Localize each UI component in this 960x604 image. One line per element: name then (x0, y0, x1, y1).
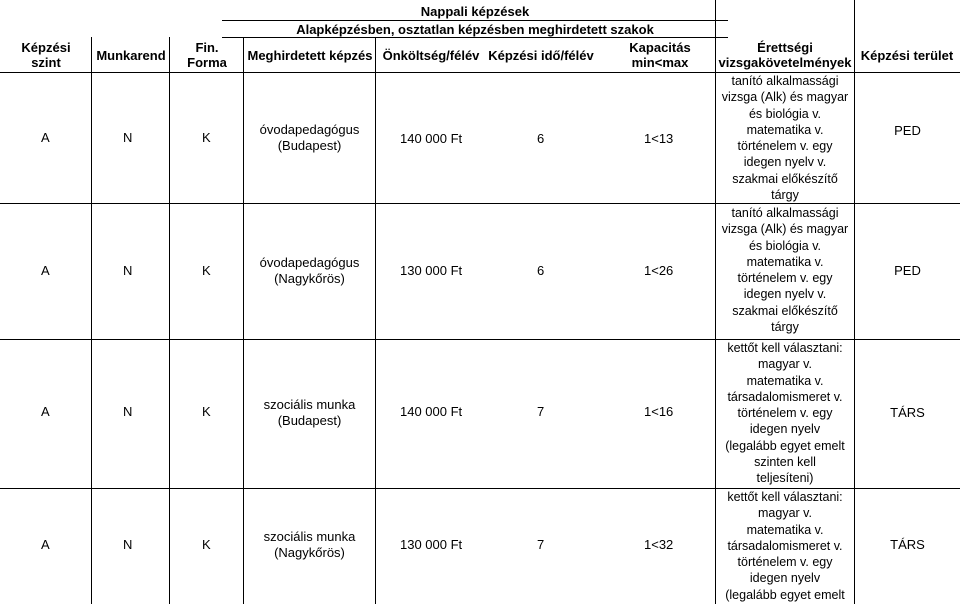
terulet-value: TÁRS (890, 405, 925, 420)
cell-terulet (855, 404, 960, 422)
req-line: matematika v. (746, 254, 824, 269)
req-line: társadalomismeret v. (727, 389, 843, 404)
cell-erettsegi (716, 340, 854, 488)
cell-kapacitas: 1<32 (644, 537, 674, 552)
req-line: matematika v. (746, 522, 824, 537)
req-line: tárgy (771, 188, 799, 203)
header-szint-line1: Képzési (21, 40, 71, 55)
cell-kapacitas: 1<13 (644, 131, 674, 146)
cell-forma: K (202, 263, 211, 278)
cell-onkoltseg: 140 000 Ft (400, 131, 463, 146)
cell-onkoltseg: 130 000 Ft (400, 537, 463, 552)
cell-forma: K (202, 404, 211, 419)
divider-col-terulet (854, 0, 855, 604)
cell-kapacitas: 1<26 (644, 263, 674, 278)
header-szint-line2: szint (31, 55, 61, 70)
kepzes-name: óvodapedagógus (259, 255, 360, 270)
req-line: matematika v. (746, 373, 824, 388)
divider-row1 (0, 203, 960, 204)
cell-terulet (855, 122, 960, 140)
req-line: idegen nyelv (749, 571, 821, 586)
header-erettsegi-line2: vizsgakövetelmények (718, 55, 852, 70)
table-title (222, 3, 728, 20)
req-line: idegen nyelv v. (743, 287, 827, 302)
terulet-value: PED (894, 123, 921, 138)
cell-forma: K (202, 130, 211, 145)
req-line: és biológia v. (748, 106, 822, 121)
header-kepzesi-terulet (854, 38, 960, 72)
req-line: kettőt kell választani: (727, 490, 843, 504)
header-kapacitas-line1: Kapacitás (629, 40, 691, 55)
terulet-value: PED (894, 263, 921, 278)
cell-terulet (855, 262, 960, 280)
title-nappali: Nappali képzések (420, 4, 530, 19)
cell-szint: A (41, 130, 50, 145)
kepzes-location: (Nagykőrös) (274, 271, 345, 286)
req-line: és biológia v. (748, 238, 822, 253)
req-line: történelem v. egy (737, 139, 833, 154)
cell-kapacitas: 1<16 (644, 404, 674, 419)
cell-onkoltseg: 130 000 Ft (400, 263, 463, 278)
req-line: tárgy (771, 320, 799, 335)
cell-munkarend: N (123, 263, 133, 278)
cell-terulet (855, 536, 960, 554)
req-line: magyar v. (758, 357, 812, 372)
divider-col-munkarend (169, 37, 170, 604)
req-line: szakmai előkészítő (732, 303, 838, 318)
kepzes-location: (Nagykőrös) (274, 545, 345, 560)
req-line: (legalább egyet emelt (725, 438, 845, 453)
req-line: magyar v. (758, 506, 812, 521)
req-line: idegen nyelv (749, 422, 821, 437)
cell-erettsegi (716, 73, 854, 203)
cell-szint: A (41, 263, 50, 278)
terulet-value: TÁRS (890, 537, 925, 552)
cell-munkarend: N (123, 404, 133, 419)
req-line: szakmai előkészítő (732, 171, 838, 186)
divider-col-kepzes (375, 37, 376, 604)
kepzes-name: szociális munka (263, 529, 356, 544)
cell-kepzes (244, 120, 375, 156)
kepzes-location: (Budapest) (277, 413, 342, 428)
req-line: vizsga (Alk) és magyar (721, 222, 849, 237)
table-subtitle (222, 21, 728, 38)
req-line: történelem v. egy (737, 406, 833, 421)
cell-munkarend: N (123, 130, 133, 145)
header-forma-line2: Forma (187, 55, 227, 70)
header-ido-label: Képzési idő/félév (488, 47, 594, 63)
header-munkarend (92, 38, 170, 72)
cell-ido: 7 (537, 537, 545, 552)
cell-onkoltseg: 140 000 Ft (400, 404, 463, 419)
header-kapacitas (616, 38, 704, 72)
title-alapkepzes: Alapképzésben, osztatlan képzésben meghirdetett szakok (296, 22, 654, 37)
divider-title (222, 20, 728, 21)
req-line: kettőt kell választani: (727, 341, 843, 355)
header-meghirdetett-kepzes (244, 38, 376, 72)
kepzes-name: szociális munka (263, 397, 356, 412)
header-kepzesi-ido (486, 38, 596, 72)
header-forma-line1: Fin. (195, 40, 219, 55)
req-line: vizsga (Alk) és magyar (721, 90, 849, 105)
header-kapacitas-line2: min<max (631, 55, 689, 70)
cell-kepzes (244, 527, 375, 563)
req-line: matematika v. (746, 122, 824, 137)
req-line: idegen nyelv v. (743, 155, 827, 170)
req-line: (legalább egyet emelt (725, 587, 845, 602)
cell-munkarend: N (123, 537, 133, 552)
divider-col-szint (91, 37, 92, 604)
kepzes-location: (Budapest) (277, 138, 342, 153)
cell-ido: 6 (537, 131, 545, 146)
req-line: történelem v. egy (737, 271, 833, 286)
req-line: történelem v. egy (737, 555, 833, 570)
header-erettsegi (716, 38, 854, 72)
header-erettsegi-line1: Érettségi (757, 40, 813, 55)
header-kepzes-label: Meghirdetett képzés (247, 47, 373, 63)
header-onkoltseg (376, 38, 486, 72)
header-kepzesi-szint (0, 38, 92, 72)
cell-kepzes (244, 395, 375, 431)
req-line: szinten kell (754, 455, 816, 470)
header-munkarend-label: Munkarend (96, 47, 166, 63)
header-terulet-label: Képzési terület (860, 47, 954, 63)
req-line: teljesíteni) (756, 471, 814, 486)
cell-szint: A (41, 404, 50, 419)
divider-subtitle (222, 37, 728, 38)
req-line: társadalomismeret v. (727, 538, 843, 553)
cell-szint: A (41, 537, 50, 552)
kepzes-name: óvodapedagógus (259, 122, 360, 137)
cell-kepzes (244, 253, 375, 289)
cell-ido: 6 (537, 263, 545, 278)
cell-erettsegi (716, 489, 854, 604)
cell-erettsegi (716, 205, 854, 339)
req-line: tanító alkalmassági (731, 74, 839, 88)
header-fin-forma (170, 38, 244, 72)
req-line: tanító alkalmassági (731, 206, 839, 220)
cell-forma: K (202, 537, 211, 552)
header-onkoltseg-label: Önköltség/félév (382, 47, 480, 63)
cell-ido: 7 (537, 404, 545, 419)
